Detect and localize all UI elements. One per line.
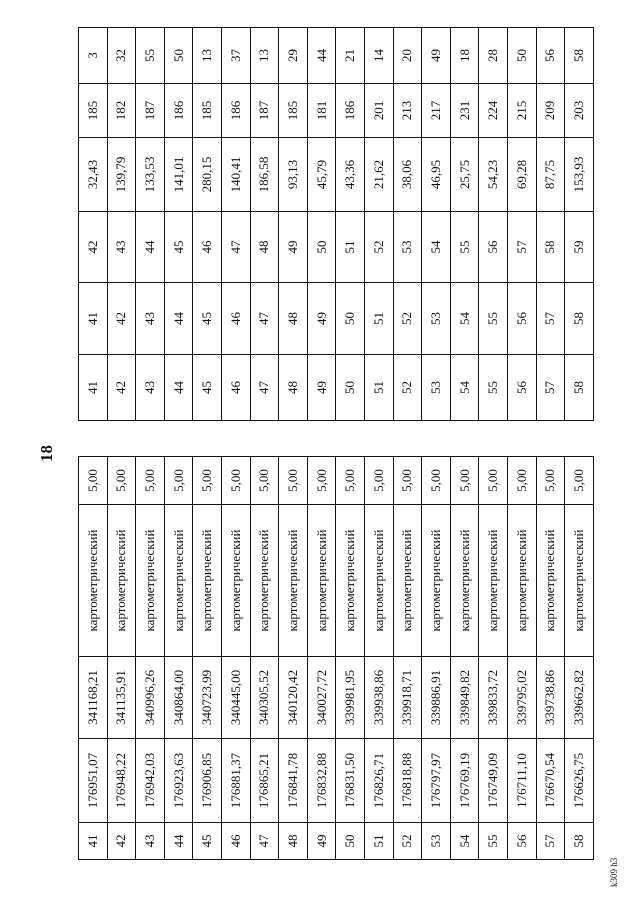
table-cell: 49 (307, 283, 336, 355)
table-cell: 58 (565, 28, 594, 84)
table-cell: 50 (507, 28, 536, 84)
table-cell: 340864,00 (164, 657, 193, 739)
segments-table (78, 27, 594, 421)
table-cell: картометрический (221, 505, 250, 657)
table-cell: 25,75 (450, 138, 479, 212)
table-cell: картометрический (279, 505, 308, 657)
table-cell: 21,62 (364, 138, 393, 212)
table-cell: 53 (422, 283, 451, 355)
table-cell: 58 (536, 212, 565, 283)
table-cell: 5,00 (393, 457, 422, 505)
table-cell: картометрический (565, 505, 594, 657)
table-cell: 57 (536, 823, 565, 860)
table-row (307, 457, 336, 860)
table-cell: картометрический (79, 505, 108, 657)
table-cell: 185 (193, 84, 222, 138)
table-cell: 201 (364, 84, 393, 138)
table-cell: 176951,07 (79, 739, 108, 823)
table-cell: 45 (193, 283, 222, 355)
table-cell: 341135,91 (107, 657, 136, 739)
table-cell: 13 (250, 28, 279, 84)
table-cell: 52 (393, 355, 422, 421)
table-cell: 176711,10 (507, 739, 536, 823)
table-cell: 339886,91 (422, 657, 451, 739)
table-cell: 186 (164, 84, 193, 138)
table-cell: 55 (450, 212, 479, 283)
table-row (336, 457, 365, 860)
table-cell: 53 (393, 212, 422, 283)
table-cell: 5,00 (422, 457, 451, 505)
table-cell: 153,93 (565, 138, 594, 212)
table-cell: 185 (279, 84, 308, 138)
table-cell: 48 (279, 283, 308, 355)
table-row (250, 28, 279, 421)
table-cell: 186,58 (250, 138, 279, 212)
table-cell: 176626,75 (565, 739, 594, 823)
table-cell: 141,01 (164, 138, 193, 212)
table-row (193, 28, 222, 421)
table-cell: 52 (393, 823, 422, 860)
table-cell: 339918,71 (393, 657, 422, 739)
table-cell: 341168,21 (79, 657, 108, 739)
table-row (79, 457, 108, 860)
table-cell: 217 (422, 84, 451, 138)
table-cell: 339795,02 (507, 657, 536, 739)
table-cell: картометрический (393, 505, 422, 657)
table-cell: 46 (221, 283, 250, 355)
table-cell: 176942,03 (136, 739, 165, 823)
table-cell: картометрический (536, 505, 565, 657)
table-cell: 340027,72 (307, 657, 336, 739)
table-row (279, 457, 308, 860)
table-cell: 42 (107, 283, 136, 355)
table-row (450, 457, 479, 860)
table-cell: 44 (136, 212, 165, 283)
table-cell: 5,00 (536, 457, 565, 505)
table-cell: 50 (307, 212, 336, 283)
table-cell: 181 (307, 84, 336, 138)
table-row (422, 28, 451, 421)
table-row (107, 457, 136, 860)
table-cell: 49 (307, 823, 336, 860)
table-row (507, 28, 536, 421)
table-cell: 46,95 (422, 138, 451, 212)
table-cell: 5,00 (565, 457, 594, 505)
table-cell: 215 (507, 84, 536, 138)
table-cell: 339833,72 (479, 657, 508, 739)
table-cell: 176670,54 (536, 739, 565, 823)
table-cell: 45 (193, 355, 222, 421)
table-cell: 51 (364, 355, 393, 421)
table-cell: 5,00 (193, 457, 222, 505)
table-cell: 55 (479, 823, 508, 860)
table-cell: 43 (136, 823, 165, 860)
table-cell: 186 (336, 84, 365, 138)
table-cell: 339938,86 (364, 657, 393, 739)
table-cell: 5,00 (307, 457, 336, 505)
table-row (364, 28, 393, 421)
table-cell: 47 (250, 823, 279, 860)
table-cell: 5,00 (364, 457, 393, 505)
table-cell: 186 (221, 84, 250, 138)
table-cell: 55 (136, 28, 165, 84)
table-row (336, 28, 365, 421)
table-cell: 209 (536, 84, 565, 138)
table-cell: 5,00 (250, 457, 279, 505)
table-cell: 69,28 (507, 138, 536, 212)
table-cell: 176831,50 (336, 739, 365, 823)
table-cell: картометрический (136, 505, 165, 657)
table-cell: картометрический (307, 505, 336, 657)
table-cell: 59 (565, 212, 594, 283)
table-cell: 47 (250, 355, 279, 421)
table-row (221, 28, 250, 421)
table-cell: 46 (221, 355, 250, 421)
table-cell: 53 (422, 355, 451, 421)
table-cell: 50 (336, 355, 365, 421)
table-cell: 42 (107, 823, 136, 860)
table-cell: 46 (193, 212, 222, 283)
table-cell: 44 (164, 823, 193, 860)
table-cell: 176865,21 (250, 739, 279, 823)
table-cell: 58 (565, 823, 594, 860)
table-cell: 28 (479, 28, 508, 84)
table-cell: 182 (107, 84, 136, 138)
table-cell: 47 (250, 283, 279, 355)
table-row (393, 28, 422, 421)
table-cell: 18 (450, 28, 479, 84)
table-cell: 46 (221, 823, 250, 860)
table-cell: 5,00 (507, 457, 536, 505)
table-cell: 55 (479, 355, 508, 421)
table-cell: 58 (565, 355, 594, 421)
table-cell: 87,75 (536, 138, 565, 212)
table-cell: 55 (479, 283, 508, 355)
table-cell: 231 (450, 84, 479, 138)
table-cell: 176881,37 (221, 739, 250, 823)
table-cell: 187 (250, 84, 279, 138)
table-row (536, 457, 565, 860)
table-cell: 56 (507, 283, 536, 355)
table-cell: 51 (364, 823, 393, 860)
table-row (164, 457, 193, 860)
table-row (279, 28, 308, 421)
table-row (393, 457, 422, 860)
table-cell: 5,00 (279, 457, 308, 505)
table-row (164, 28, 193, 421)
table-cell: 29 (279, 28, 308, 84)
table-cell: 224 (479, 84, 508, 138)
table-row (479, 457, 508, 860)
table-cell: 213 (393, 84, 422, 138)
table-cell: 340445,00 (221, 657, 250, 739)
table-cell: 280,15 (193, 138, 222, 212)
table-cell: картометрический (107, 505, 136, 657)
table-cell: 5,00 (136, 457, 165, 505)
table-row (250, 457, 279, 860)
table-cell: 54 (450, 355, 479, 421)
table-cell: 50 (336, 283, 365, 355)
table-cell: 14 (364, 28, 393, 84)
table-cell: 57 (536, 283, 565, 355)
table-row (479, 28, 508, 421)
table-cell: 56 (507, 823, 536, 860)
table-cell: 5,00 (336, 457, 365, 505)
page-number: 18 (37, 445, 56, 462)
table-cell: 5,00 (450, 457, 479, 505)
table-cell: 176841,78 (279, 739, 308, 823)
table-cell: картометрический (422, 505, 451, 657)
table-cell: 54 (450, 283, 479, 355)
table-cell: картометрический (450, 505, 479, 657)
table-cell: 339738,86 (536, 657, 565, 739)
table-cell: 56 (536, 28, 565, 84)
table-cell: картометрический (250, 505, 279, 657)
table-cell: 45,79 (307, 138, 336, 212)
table-cell: 176769,19 (450, 739, 479, 823)
table-cell: 176923,63 (164, 739, 193, 823)
table-cell: 54,23 (479, 138, 508, 212)
table-cell: 176906,85 (193, 739, 222, 823)
table-cell: 185 (79, 84, 108, 138)
table-cell: картометрический (336, 505, 365, 657)
table-row (422, 457, 451, 860)
table-cell: 52 (393, 283, 422, 355)
table-cell: 43 (136, 355, 165, 421)
coordinates-table (78, 456, 594, 860)
table-cell: 56 (507, 355, 536, 421)
table-cell: 176948,22 (107, 739, 136, 823)
table-cell: 43,36 (336, 138, 365, 212)
table-cell: 48 (279, 823, 308, 860)
table-cell: 51 (364, 283, 393, 355)
table-cell: 3 (79, 28, 108, 84)
table-cell: 49 (279, 212, 308, 283)
table-cell: 203 (565, 84, 594, 138)
table-cell: 176832,88 (307, 739, 336, 823)
table-row (107, 28, 136, 421)
table-cell: 43 (107, 212, 136, 283)
table-cell: 13 (193, 28, 222, 84)
table-cell: 340120,42 (279, 657, 308, 739)
table-cell: 45 (164, 212, 193, 283)
table-cell: 41 (79, 355, 108, 421)
table-cell: картометрический (507, 505, 536, 657)
table-cell: 41 (79, 283, 108, 355)
table-cell: 5,00 (107, 457, 136, 505)
document-stamp: k309 h3 (609, 857, 619, 887)
table-cell: 58 (565, 283, 594, 355)
table-cell: 93,13 (279, 138, 308, 212)
table-cell: 57 (536, 355, 565, 421)
table-row (221, 457, 250, 860)
table-row (364, 457, 393, 860)
table-row (136, 457, 165, 860)
table-cell: 339849,82 (450, 657, 479, 739)
table-cell: 176826,71 (364, 739, 393, 823)
table-cell: 42 (79, 212, 108, 283)
table-cell: 187 (136, 84, 165, 138)
table-cell: 43 (136, 283, 165, 355)
table-row (193, 457, 222, 860)
table-cell: 57 (507, 212, 536, 283)
table-row (79, 28, 108, 421)
table-cell: 176797,97 (422, 739, 451, 823)
table-cell: 49 (307, 355, 336, 421)
table-cell: 44 (164, 283, 193, 355)
table-cell: картометрический (479, 505, 508, 657)
table-cell: 37 (221, 28, 250, 84)
table-cell: 50 (336, 823, 365, 860)
table-cell: 56 (479, 212, 508, 283)
table-cell: картометрический (164, 505, 193, 657)
table-row (507, 457, 536, 860)
table-row (136, 28, 165, 421)
table-cell: 44 (307, 28, 336, 84)
table-cell: 140,41 (221, 138, 250, 212)
table-cell: картометрический (193, 505, 222, 657)
table-cell: 48 (250, 212, 279, 283)
table-row (565, 457, 594, 860)
table-row (450, 28, 479, 421)
table-cell: 45 (193, 823, 222, 860)
table-cell: 139,79 (107, 138, 136, 212)
table-cell: 5,00 (221, 457, 250, 505)
table-cell: 339662,82 (565, 657, 594, 739)
table-cell: 52 (364, 212, 393, 283)
table-cell: 340723,99 (193, 657, 222, 739)
table-cell: 41 (79, 823, 108, 860)
table-cell: 5,00 (79, 457, 108, 505)
table-cell: 38,06 (393, 138, 422, 212)
table-cell: 54 (450, 823, 479, 860)
table-cell: 176818,88 (393, 739, 422, 823)
table-cell: 50 (164, 28, 193, 84)
table-cell: 32 (107, 28, 136, 84)
table-cell: 133,53 (136, 138, 165, 212)
table-cell: 339981,95 (336, 657, 365, 739)
table-cell: 176749,09 (479, 739, 508, 823)
table-cell: 21 (336, 28, 365, 84)
table-cell: 340996,26 (136, 657, 165, 739)
table-row (307, 28, 336, 421)
table-cell: 44 (164, 355, 193, 421)
table-row (565, 28, 594, 421)
table-cell: 49 (422, 28, 451, 84)
table-cell: 5,00 (479, 457, 508, 505)
table-cell: 340305,52 (250, 657, 279, 739)
table-cell: 32,43 (79, 138, 108, 212)
table-cell: 47 (221, 212, 250, 283)
table-cell: 51 (336, 212, 365, 283)
table-row (536, 28, 565, 421)
table-cell: 20 (393, 28, 422, 84)
table-cell: 42 (107, 355, 136, 421)
table-cell: 53 (422, 823, 451, 860)
table-cell: 48 (279, 355, 308, 421)
table-cell: картометрический (364, 505, 393, 657)
table-cell: 54 (422, 212, 451, 283)
table-cell: 5,00 (164, 457, 193, 505)
